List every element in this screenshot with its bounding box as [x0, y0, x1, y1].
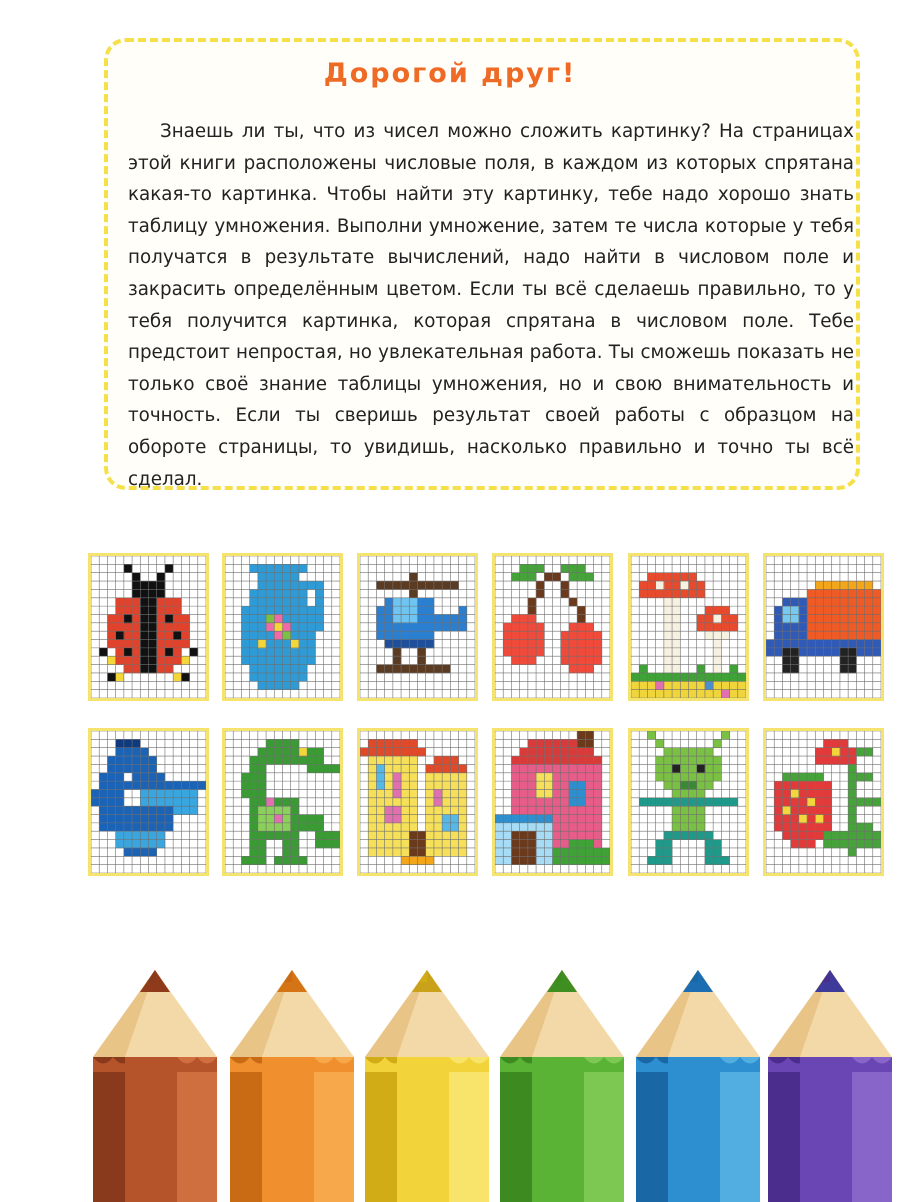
- green-pencil: [492, 962, 632, 1202]
- orange-pencil-drawing: [222, 962, 362, 1202]
- alien-pixel-art: [631, 731, 746, 873]
- blue-pencil-drawing: [628, 962, 768, 1202]
- mushrooms-pixel-art: [631, 556, 746, 698]
- blue-pencil: [628, 962, 768, 1202]
- dolphin-picture: [88, 728, 209, 876]
- strawberry-pixel-art: [766, 731, 881, 873]
- green-pencil-drawing: [492, 962, 632, 1202]
- ladybug-picture: [88, 553, 209, 701]
- dinosaur-pixel-art: [225, 731, 340, 873]
- truck-pixel-art: [766, 556, 881, 698]
- intro-text-block: [128, 116, 854, 495]
- jug-pixel-art: [225, 556, 340, 698]
- dinosaur-picture: [222, 728, 343, 876]
- brown-pencil-drawing: [85, 962, 225, 1202]
- intro-paragraph: Знаешь ли ты, что из чисел можно сложить картинку? На страницах этой книги расположены числовые поля, в каждом из которых спрятана какая-то картинка. Чтобы найти эту картинку, тебе надо хорошо знать таблицу умножения. Выполни умножение, затем те числа которые у тебя получатся в результате вычислений, надо найти в числовом поле и закрасить определённым цветом. Если ты всё сделаешь правильно, то у тебя получится картинка, которая спрятана в числовом поле. Тебе предстоит непростая, но увлекательная работа. Ты сможешь показать не только своё знание таблицы умножения, но и свою внимательность и точность. Если ты сверишь результат своей работы с образцом на обороте страницы, то увидишь, насколько правильно и точно ты всё сделал.: [128, 121, 854, 490]
- helicopter-pixel-art: [360, 556, 475, 698]
- cherries-picture: [492, 553, 613, 701]
- brown-pencil: [85, 962, 225, 1202]
- purple-pencil-drawing: [760, 962, 900, 1202]
- castle-pixel-art: [360, 731, 475, 873]
- orange-pencil: [222, 962, 362, 1202]
- helicopter-picture: [357, 553, 478, 701]
- purple-pencil: [760, 962, 900, 1202]
- ladybug-pixel-art: [91, 556, 206, 698]
- yellow-pencil: [357, 962, 497, 1202]
- truck-picture: [763, 553, 884, 701]
- yellow-pencil-drawing: [357, 962, 497, 1202]
- dolphin-pixel-art: [91, 731, 206, 873]
- castle-picture: [357, 728, 478, 876]
- alien-picture: [628, 728, 749, 876]
- house-picture: [492, 728, 613, 876]
- mushrooms-picture: [628, 553, 749, 701]
- jug-picture: [222, 553, 343, 701]
- strawberry-picture: [763, 728, 884, 876]
- intro-title: Дорогой друг!: [323, 58, 577, 89]
- cherries-pixel-art: [495, 556, 610, 698]
- house-pixel-art: [495, 731, 610, 873]
